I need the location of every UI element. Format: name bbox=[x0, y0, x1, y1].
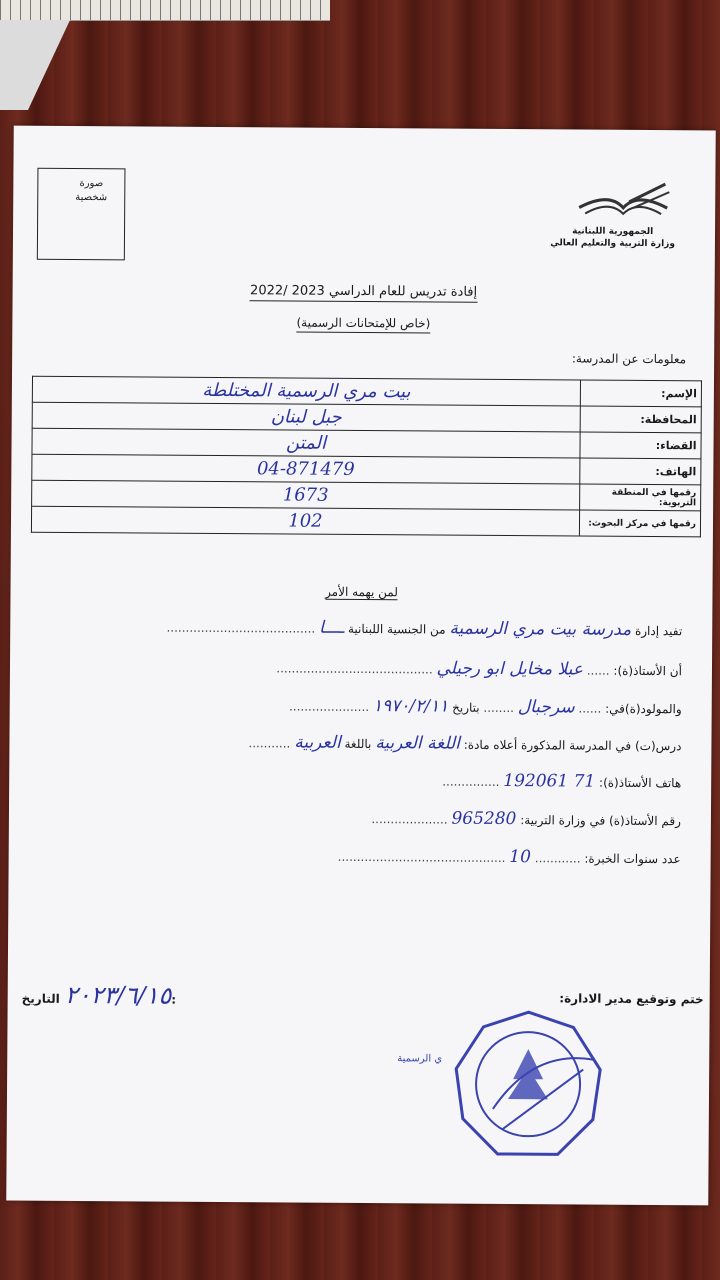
field-value: 04-871479 bbox=[32, 454, 580, 484]
field-value: بيت مري الرسمية المختلطة bbox=[32, 376, 580, 406]
ruler bbox=[0, 0, 330, 21]
field-label: الإسم: bbox=[580, 380, 701, 407]
body-line-4: درس(ت) في المدرسة المذكورة أعلاه مادة: اللغة العربية باللغة العربية ........... bbox=[248, 732, 682, 754]
field-label: المحافظة: bbox=[580, 406, 701, 433]
field-label: الهاتف: bbox=[580, 458, 701, 485]
field-label: القضاء: bbox=[580, 432, 701, 459]
photo-box bbox=[37, 168, 126, 261]
document-page bbox=[6, 126, 715, 1206]
date-label: التاريخ: bbox=[21, 991, 177, 1007]
signature-label: ختم وتوقيع مدير الادارة: bbox=[559, 991, 704, 1007]
stamp-side-text: ي الرسمية bbox=[397, 1053, 443, 1065]
body-line-7: عدد سنوات الخبرة: ............ 10 ............................................ bbox=[337, 847, 681, 868]
school-info-heading: معلومات عن المدرسة: bbox=[571, 351, 687, 367]
ministry-line-1: الجمهورية اللبنانية bbox=[572, 226, 654, 238]
table-row bbox=[31, 506, 700, 537]
field-value: 1673 bbox=[32, 480, 580, 510]
ministry-book-logo-icon bbox=[569, 181, 677, 226]
paper-corner bbox=[0, 20, 70, 110]
body-line-3: والمولود(ة)في: ...... سرجبال ........ بتاريخ ١٩٧٠/٢/١١ ..................... bbox=[288, 696, 682, 718]
document-title: إفادة تدريس للعام الدراسي 2023 /2022 bbox=[13, 282, 715, 302]
document-subtitle: (خاص للإمتحانات الرسمية) bbox=[12, 314, 714, 333]
body-line-2: أن الأستاذ(ة): ...... عبلا مخايل ابو رجيلي ......................................... bbox=[276, 658, 683, 680]
ministry-name bbox=[550, 225, 675, 250]
body-line-1: تفيد إدارة مدرسة بيت مري الرسمية من الجنسية اللبنانية ــــا ....................................... bbox=[166, 617, 683, 640]
ministry-line-2: وزارة التربية والتعليم العالي bbox=[550, 238, 675, 250]
field-label: رقمها في مركز البحوث: bbox=[579, 510, 700, 537]
school-stamp-icon bbox=[453, 1009, 604, 1160]
field-value: 102 bbox=[31, 506, 579, 536]
photo-label: صورة شخصية bbox=[75, 178, 108, 204]
field-value: المتن bbox=[32, 428, 580, 458]
body-line-5: هاتف الأستاذ(ة): 71 192061 ............... bbox=[442, 770, 682, 792]
body-line-6: رقم الأستاذ(ة) في وزارة التربية: 965280 .................... bbox=[371, 808, 681, 830]
date-line bbox=[8, 981, 177, 1010]
field-value: جبل لبنان bbox=[32, 402, 580, 432]
school-info-table bbox=[31, 376, 702, 538]
to-whom-heading: لمن يهمه الأمر bbox=[325, 584, 398, 600]
field-label: رقمها في المنطقة التربوية: bbox=[580, 484, 701, 511]
date-value: ٢٠٢٣/٦/١٥ bbox=[64, 980, 172, 1010]
